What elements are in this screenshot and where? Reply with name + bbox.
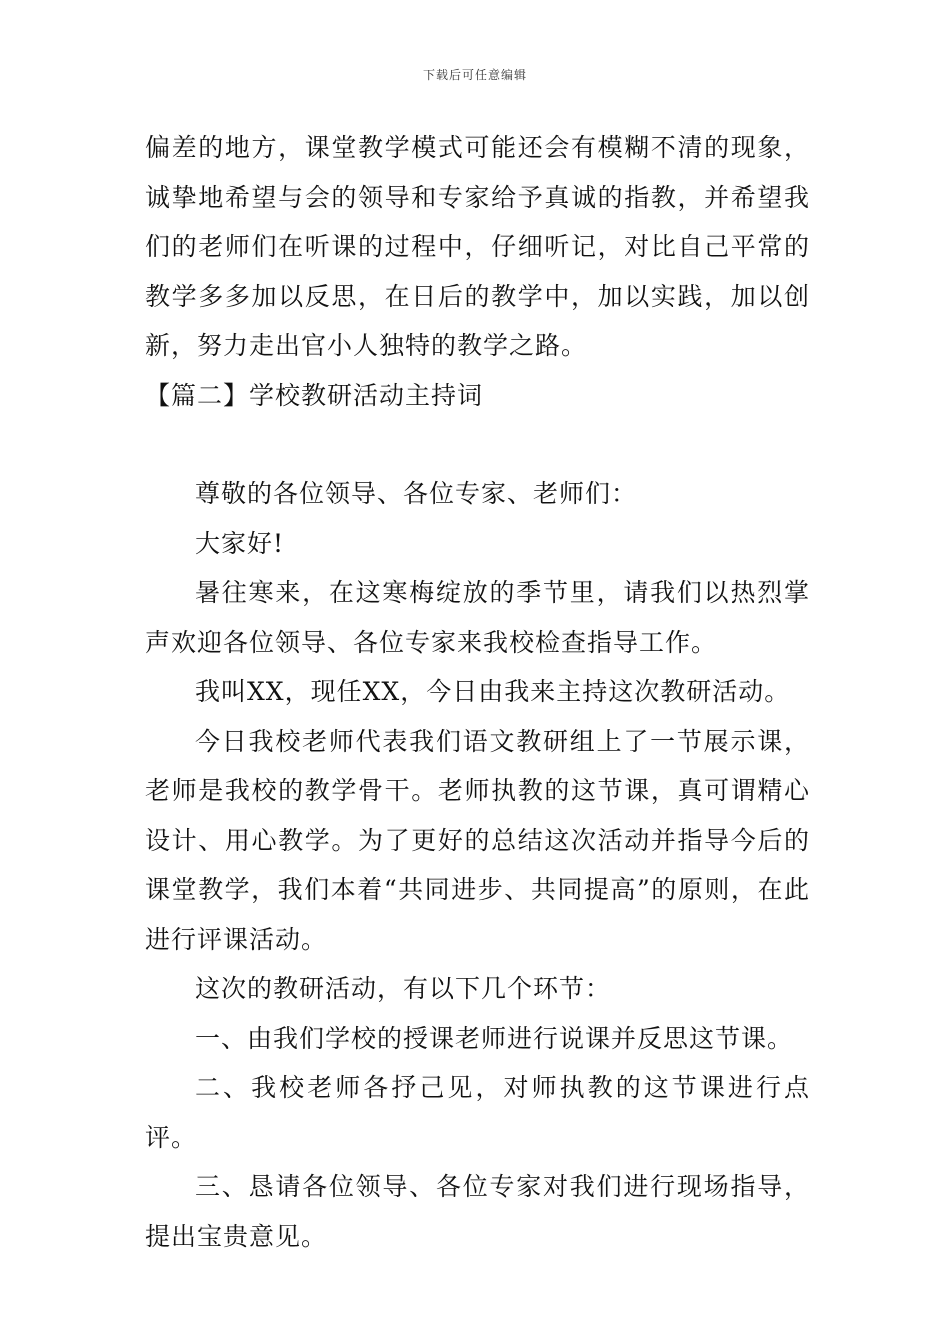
paragraph-salutation: 尊敬的各位领导、各位专家、老师们：: [195, 479, 638, 508]
page-header-note: 下载后可任意编辑: [422, 68, 527, 82]
paragraph-lesson-intro: 今日我校老师代表我们语文教研组上了一节展示课，老师是我校的教学骨干。老师执教的这节课，真可谓精心设计、用心教学。为了更好的总结这次活动并指导今后的课堂教学，我们本着“共同进步、共同提高”的原则，在此进行评课活动。: [145, 726, 810, 954]
document-body: [145, 123, 810, 1261]
paragraph-self-intro: 我叫XX，现任XX，今日由我来主持这次教研活动。: [195, 677, 791, 706]
blank-line: [145, 420, 810, 469]
section-title: 【篇二】学校教研活动主持词: [145, 380, 484, 410]
paragraph-agenda-intro: 这次的教研活动，有以下几个环节：: [195, 974, 612, 1003]
paragraph-closing-previous: 偏差的地方，课堂教学模式可能还会有模糊不清的现象，诚挚地希望与会的领导和专家给予真诚的指教，并希望我们的老师们在听课的过程中，仔细听记，对比自己平常的教学多多加以反思，在日后的教学中，加以实践，加以创新，努力走出官小人独特的教学之路。: [145, 133, 810, 360]
agenda-item-3: 三、恳请各位领导、各位专家对我们进行现场指导，提出宝贵意见。: [145, 1172, 810, 1251]
agenda-item-2: 二、我校老师各抒己见，对师执教的这节课进行点评。: [145, 1073, 810, 1152]
agenda-item-1: 一、由我们学校的授课老师进行说课并反思这节课。: [195, 1023, 794, 1053]
paragraph-welcome: 暑往寒来，在这寒梅绽放的季节里，请我们以热烈掌声欢迎各位领导、各位专家来我校检查指导工作。: [145, 578, 810, 657]
paragraph-greeting: 大家好!: [195, 528, 285, 558]
